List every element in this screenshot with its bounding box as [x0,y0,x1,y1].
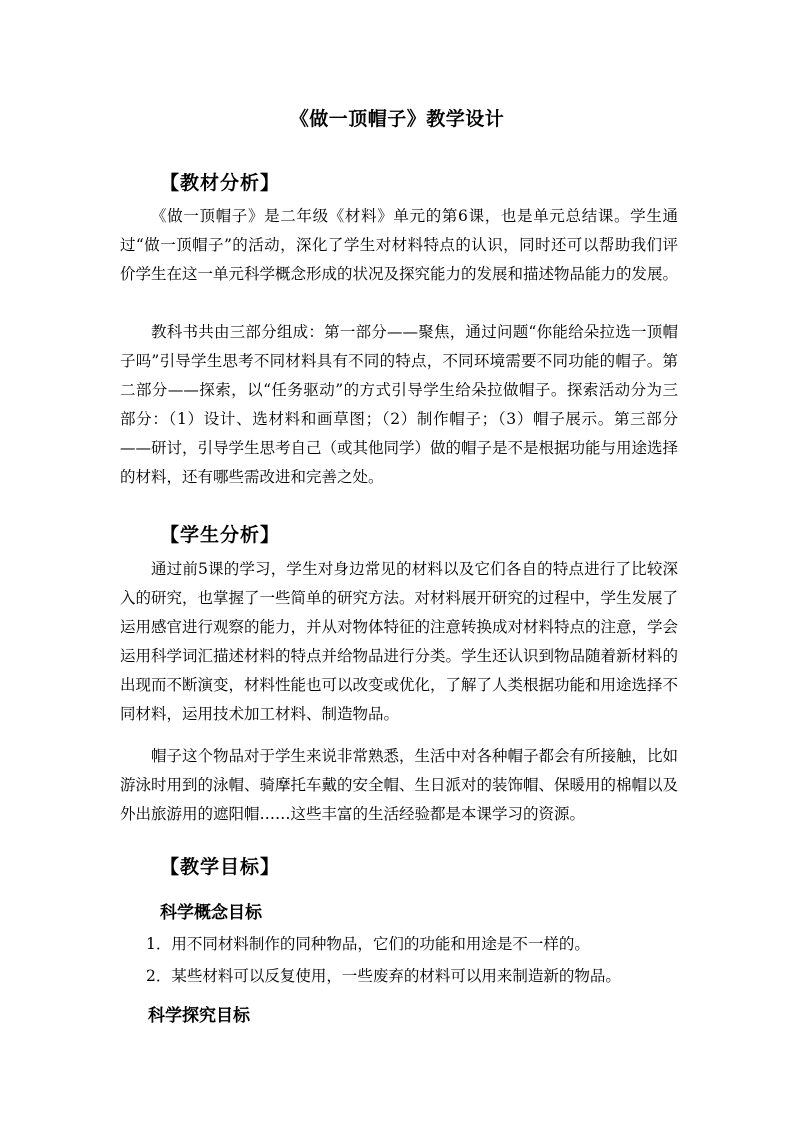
subheading-science-concept: 科学概念目标 [160,903,262,923]
document-title: 《做一顶帽子》教学设计 [289,108,505,130]
goal-item-1: 1．用不同材料制作的同种物品，它们的功能和用途是不一样的。 [146,935,590,953]
heading-student-analysis: 【学生分析】 [160,524,281,546]
paragraph-student-analysis-1: 通过前5课的学习，学生对身边常见的材料以及它们各自的特点进行了比较深入的研究，也掌握了一些简单的研究方法。对材料展开研究的过程中，学生发展了运用感官进行观察的能力，并从对物体特征的注意转换成对材料特点的注意，学会运用科学词汇描述材料的特点并给物品进行分类。学生还认识到物品随着新材料的出现而不断演变，材料性能也可以改变或优化，了解了人类根据功能和用途选择不同材料，运用技术加工材料、制造物品。 [120,560,679,723]
paragraph-textbook-analysis-2: 教科书共由三部分组成：第一部分——聚焦，通过问题“你能给朵拉选一顶帽子吗”引导学生思考不同材料具有不同的特点，不同环境需要不同功能的帽子。第二部分——探索，以“任务驱动”的方式引导学生给朵拉做帽子。探索活动分为三部分：（1）设计、选材料和画草图；（2）制作帽子；（3）帽子展示。第三部分——研讨，引导学生思考自己（或其他同学）做的帽子是不是根据功能与用途选择的材料，还有哪些需改进和完善之处。 [120,323,679,486]
subheading-science-inquiry: 科学探究目标 [148,1006,250,1026]
heading-textbook-analysis: 【教材分析】 [160,172,281,194]
paragraph-student-analysis-2: 帽子这个物品对于学生来说非常熟悉，生活中对各种帽子都会有所接触，比如游泳时用到的泳帽、骑摩托车戴的安全帽、生日派对的装饰帽、保暖用的棉帽以及外出旅游用的遮阳帽……这些丰富的生活经验都是本课学习的资源。 [120,747,679,823]
goal-item-2: 2．某些材料可以反复使用，一些废弃的材料可以用来制造新的物品。 [146,967,621,985]
paragraph-textbook-analysis-1: 《做一顶帽子》是二年级《材料》单元的第6课，也是单元总结课。学生通过“做一顶帽子”的活动，深化了学生对材料特点的认识，同时还可以帮助我们评价学生在这一单元科学概念形成的状况及探究能力的发展和描述物品能力的发展。 [120,207,679,283]
heading-teaching-goals: 【教学目标】 [160,856,281,878]
